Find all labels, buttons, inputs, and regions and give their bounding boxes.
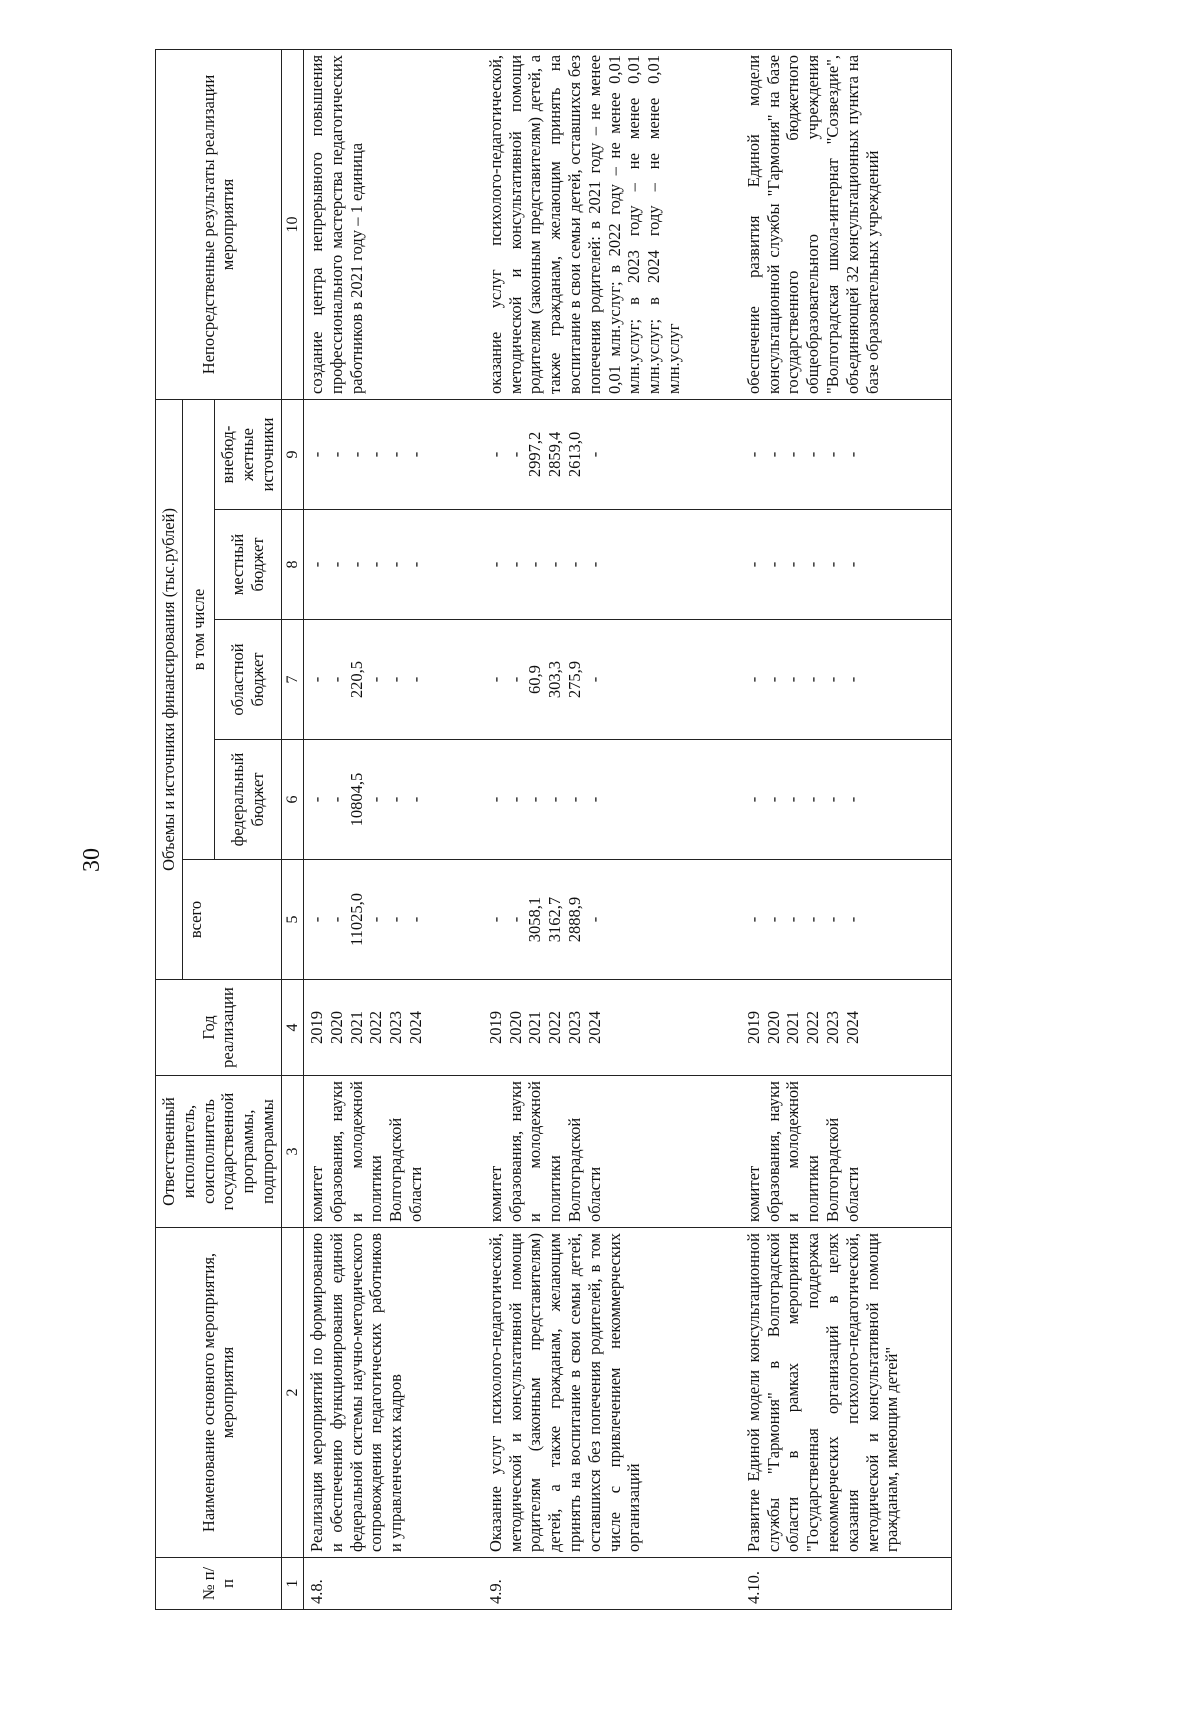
column-number: 9 <box>281 399 303 509</box>
row-federal: - - - - - - <box>741 740 905 860</box>
header-financing-group: Объемы и источники финансирования (тыс.рублей) <box>156 399 183 979</box>
row-years: 2019 2020 2021 2022 2023 2024 <box>483 980 687 1076</box>
row-name: Развитие Единой модели консультационной службы "Гармония" в Волгоградской области в рамках мероприятия "Государственная поддержка некоммерческих организаций в целях оказания психолого-педагогической, методической и консультативной помощи гражданам, имеющим детей" <box>741 1228 905 1558</box>
column-number: 10 <box>281 49 303 399</box>
column-number: 2 <box>281 1228 303 1558</box>
row-result: оказание услуг психолого-педагогической, методической и консультативной помощи родителям (законным представителям) детей, а также гражданам, желающим принять на воспитание в свои семьи детей, оставшихся без попечения родителей: в 2021 году – не менее 0,01 млн.услуг; в 2022 году – не менее 0,01 млн.услуг; в 2023 году – не менее 0,01 млн.услуг; в 2024 году – не менее 0,01 млн.услуг <box>483 49 687 399</box>
document-table-rotated <box>155 50 1200 1610</box>
financing-table <box>155 49 952 1610</box>
row-local: - - - - - - <box>741 510 905 620</box>
column-number: 6 <box>281 740 303 860</box>
column-number: 7 <box>281 620 303 740</box>
row-extra: - - 2997,2 2859,4 2613,0 - <box>483 399 687 509</box>
row-total: - - - - - - <box>741 860 905 980</box>
table-row <box>303 49 428 1609</box>
column-number: 4 <box>281 980 303 1076</box>
page-number: 30 <box>79 848 105 872</box>
row-number: 4.9. <box>483 1558 687 1610</box>
row-result: обеспечение развития Единой модели консультационной службы "Гармония" на базе государственного бюджетного общеобразовательного учреждения "Волгоградская школа-интернат "Созвездие", объединяющей 32 консультационных пункта на базе образовательных учреждений <box>741 49 905 399</box>
row-local: - - - - - - <box>303 510 428 620</box>
row-total: - - 3058,1 3162,7 2888,9 - <box>483 860 687 980</box>
table-row <box>483 49 687 1609</box>
row-number: 4.10. <box>741 1558 905 1610</box>
row-regional: - - - - - - <box>741 620 905 740</box>
header-local: местный бюджет <box>215 510 281 620</box>
column-number: 8 <box>281 510 303 620</box>
column-number: 1 <box>281 1558 303 1610</box>
row-name: Реализация мероприятий по формированию и обеспечению функционирования единой федеральной системы научно-методического сопровождения педагогических работников и управленческих кадров <box>303 1228 428 1558</box>
row-extra: - - - - - - <box>741 399 905 509</box>
row-total: - - 11025,0 - - - <box>303 860 428 980</box>
row-federal: - - - - - - <box>483 740 687 860</box>
row-regional: - - 220,5 - - - <box>303 620 428 740</box>
row-executor: комитет образования, науки и молодежной политики Волгоградской области <box>741 1076 905 1228</box>
header-extra: внебюд-жетные источники <box>215 399 281 509</box>
row-regional: - - 60,9 303,3 275,9 - <box>483 620 687 740</box>
row-executor: комитет образования, науки и молодежной политики Волгоградской области <box>483 1076 687 1228</box>
table-row <box>741 49 905 1609</box>
header-federal: федеральный бюджет <box>215 740 281 860</box>
header-name: Наименование основного мероприятия, мероприятия <box>156 1228 282 1558</box>
row-number: 4.8. <box>303 1558 428 1610</box>
header-num: № п/п <box>156 1558 282 1610</box>
header-regional: областной бюджет <box>215 620 281 740</box>
header-including: в том числе <box>182 399 215 859</box>
row-federal: - - 10804,5 - - - <box>303 740 428 860</box>
header-executor: Ответственный исполнитель, соисполнитель государственной программы, подпрограммы <box>156 1076 282 1228</box>
row-executor: комитет образования, науки и молодежной политики Волгоградской области <box>303 1076 428 1228</box>
row-extra: - - - - - - <box>303 399 428 509</box>
row-result: создание центра непрерывного повышения профессионального мастерства педагогических работников в 2021 году – 1 единица <box>303 49 428 399</box>
header-year: Год реализации <box>156 980 282 1076</box>
column-number: 3 <box>281 1076 303 1228</box>
column-number: 5 <box>281 860 303 980</box>
row-years: 2019 2020 2021 2022 2023 2024 <box>741 980 905 1076</box>
row-name: Оказание услуг психолого-педагогической, методической и консультативной помощи родителям (законным представителям) детей, а также гражданам, желающим принять на воспитание в свои семьи детей, оставшихся без попечения родителей, в том числе с привлечением некоммерческих организаций <box>483 1228 687 1558</box>
row-years: 2019 2020 2021 2022 2023 2024 <box>303 980 428 1076</box>
row-local: - - - - - - <box>483 510 687 620</box>
header-result: Непосредственные результаты реализации мероприятия <box>156 49 282 399</box>
header-total: всего <box>182 860 281 980</box>
